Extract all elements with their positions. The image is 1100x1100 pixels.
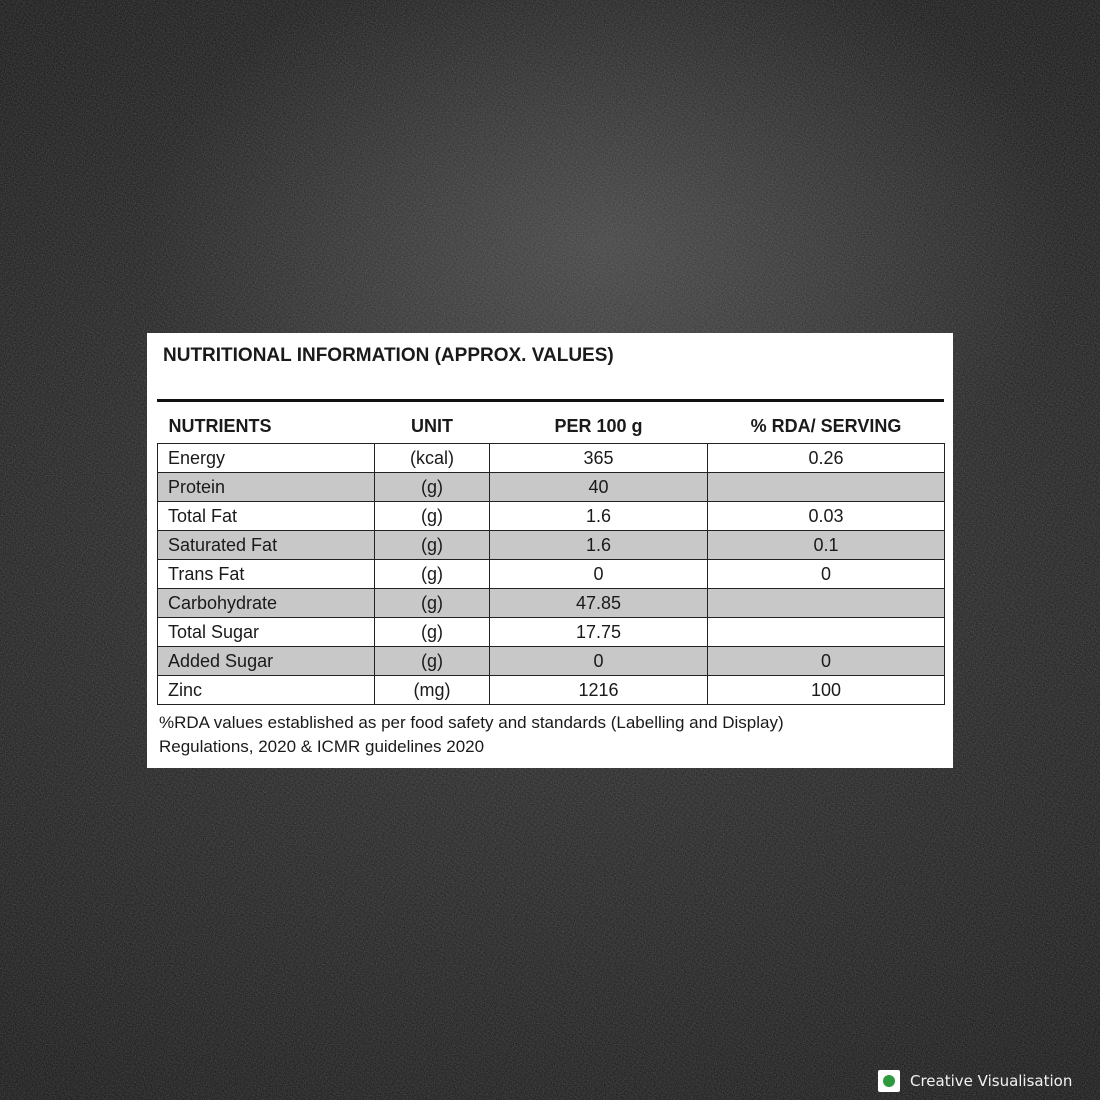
table-row [158,676,945,705]
nutrient-name: Zinc [158,676,375,705]
table-row [158,589,945,618]
nutrient-per-100g: 40 [490,473,708,502]
nutrient-rda [708,589,945,618]
table-row [158,444,945,473]
nutrient-rda: 0.1 [708,531,945,560]
nutrient-unit: (kcal) [375,444,490,473]
rda-footnote [159,711,939,759]
table-row [158,618,945,647]
header-rda-serving: % RDA/ SERVING [708,409,945,444]
nutrient-name: Trans Fat [158,560,375,589]
nutrient-unit: (mg) [375,676,490,705]
nutrient-unit: (g) [375,560,490,589]
table-row [158,473,945,502]
nutrient-name: Energy [158,444,375,473]
header-per-100g: PER 100 g [490,409,708,444]
nutrient-unit: (g) [375,589,490,618]
nutrient-per-100g: 1.6 [490,531,708,560]
nutrient-unit: (g) [375,502,490,531]
footnote-line-1: %RDA values established as per food safety and standards (Labelling and Display) [159,713,784,732]
badge-label: Creative Visualisation [910,1072,1073,1090]
nutrient-per-100g: 17.75 [490,618,708,647]
nutrient-rda: 0.26 [708,444,945,473]
nutrient-rda: 0 [708,647,945,676]
nutrient-per-100g: 47.85 [490,589,708,618]
title-divider [157,399,944,402]
nutrition-card [147,333,953,768]
nutrient-per-100g: 1.6 [490,502,708,531]
nutrient-per-100g: 0 [490,560,708,589]
nutrient-name: Protein [158,473,375,502]
veg-mark-dot [883,1075,895,1087]
veg-mark-icon [878,1070,900,1092]
table-row [158,531,945,560]
table-row [158,502,945,531]
nutrient-unit: (g) [375,531,490,560]
nutrient-per-100g: 1216 [490,676,708,705]
card-title: NUTRITIONAL INFORMATION (APPROX. VALUES) [163,345,614,366]
footnote-line-2: Regulations, 2020 & ICMR guidelines 2020 [159,737,485,756]
nutrient-name: Total Fat [158,502,375,531]
header-unit: UNIT [375,409,490,444]
nutrient-unit: (g) [375,647,490,676]
table-row [158,560,945,589]
table-row [158,647,945,676]
nutrient-unit: (g) [375,618,490,647]
nutrition-table [157,409,945,705]
nutrient-name: Added Sugar [158,647,375,676]
nutrient-rda [708,473,945,502]
nutrient-name: Total Sugar [158,618,375,647]
nutrient-rda: 100 [708,676,945,705]
nutrient-name: Saturated Fat [158,531,375,560]
nutrient-per-100g: 0 [490,647,708,676]
nutrient-rda: 0 [708,560,945,589]
nutrient-per-100g: 365 [490,444,708,473]
nutrient-unit: (g) [375,473,490,502]
nutrient-rda [708,618,945,647]
creative-visualisation-badge [878,1068,1072,1094]
nutrient-name: Carbohydrate [158,589,375,618]
table-header-row [158,409,945,444]
nutrient-rda: 0.03 [708,502,945,531]
header-nutrients: NUTRIENTS [158,409,375,444]
